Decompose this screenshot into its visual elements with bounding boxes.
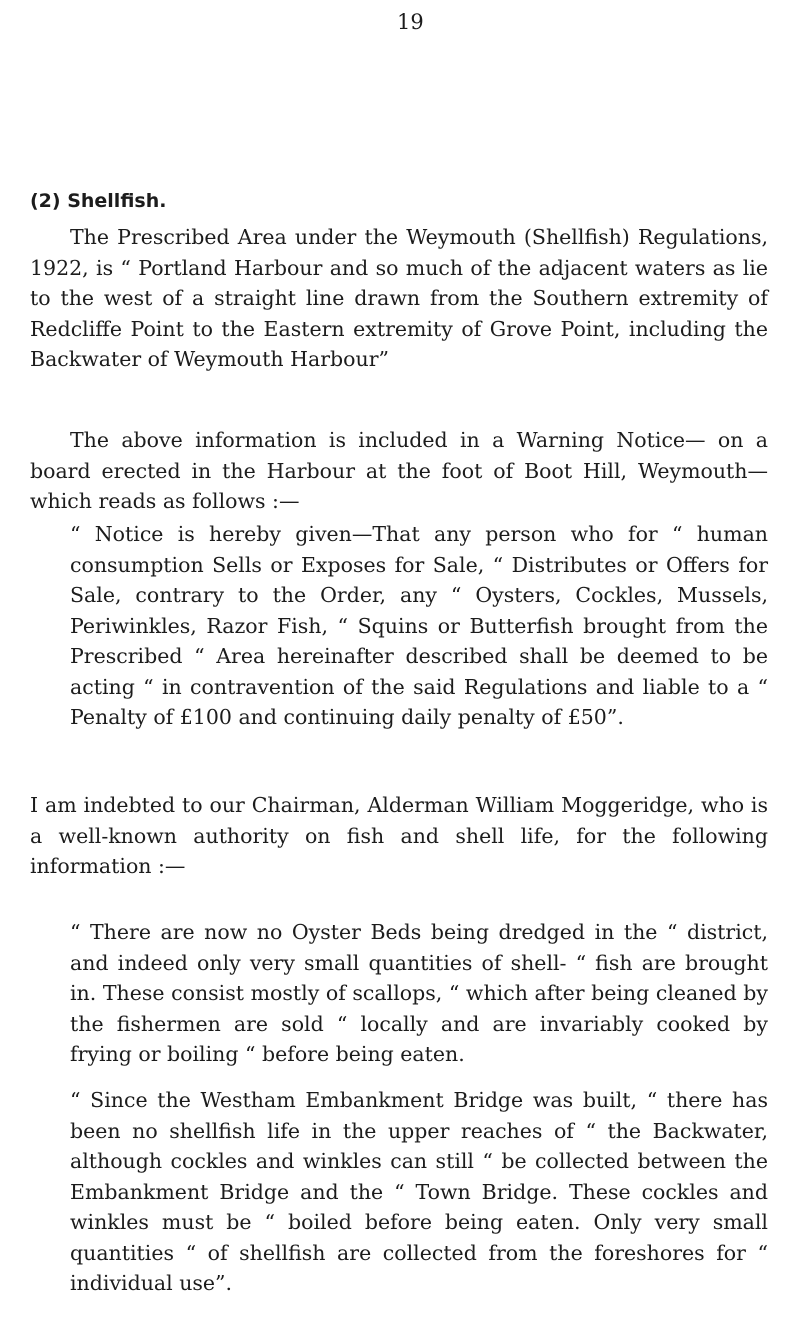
paragraph-acknowledgement: I am indebted to our Chairman, Alderman William Moggeridge, who is a well-known authority on fish and shell life, for the following information :—	[30, 793, 768, 878]
quoted-notice: “ Notice is hereby given—That any person who for “ human consumption Sells or Exposes for Sale, “ Distributes or Offers for Sale, contrary to the Order, any “ Oysters, Cockles, Mussels, Periwinkles, Razor Fish, “ Squins or Butterfish brought from the Prescribed “ Area hereinafter described shall be deemed to be acting “ in contravention of the said Regulations and liable to a “ Penalty of £100 and continuing daily penalty of £50”.	[70, 522, 768, 729]
paragraph-prescribed-area: The Prescribed Area under the Weymouth (Shellfish) Regulations, 1922, is “ Portland Harbour and so much of the adjacent waters as lie to the west of a straight line drawn from the Southern extremity of Redcliffe Point to the Eastern extremity of Grove Point, including the Backwater of Weymouth Harbour”	[30, 225, 768, 371]
section-heading: (2) Shellfish.	[30, 190, 167, 212]
page-number: 19	[397, 10, 424, 34]
quoted-westham-bridge: “ Since the Westham Embankment Bridge was built, “ there has been no shellfish life in the upper reaches of “ the Backwater, although cockles and winkles can still “ be collected between the Embankment Bridge and the “ Town Bridge. These cockles and winkles must be “ boiled before being eaten. Only very small quantities “ of shellfish are collected from the foreshores for “ individual use”.	[70, 1088, 768, 1295]
quoted-oyster-beds: “ There are now no Oyster Beds being dredged in the “ district, and indeed only very small quantities of shell- “ fish are brought in. These consist mostly of scallops, “ which after being cleaned by the fishermen are sold “ locally and are invariably cooked by frying or boiling “ before being eaten.	[70, 920, 768, 1066]
paragraph-warning-notice: The above information is included in a Warning Notice— on a board erected in the Harbour at the foot of Boot Hill, Weymouth—which reads as follows :—	[30, 428, 768, 513]
